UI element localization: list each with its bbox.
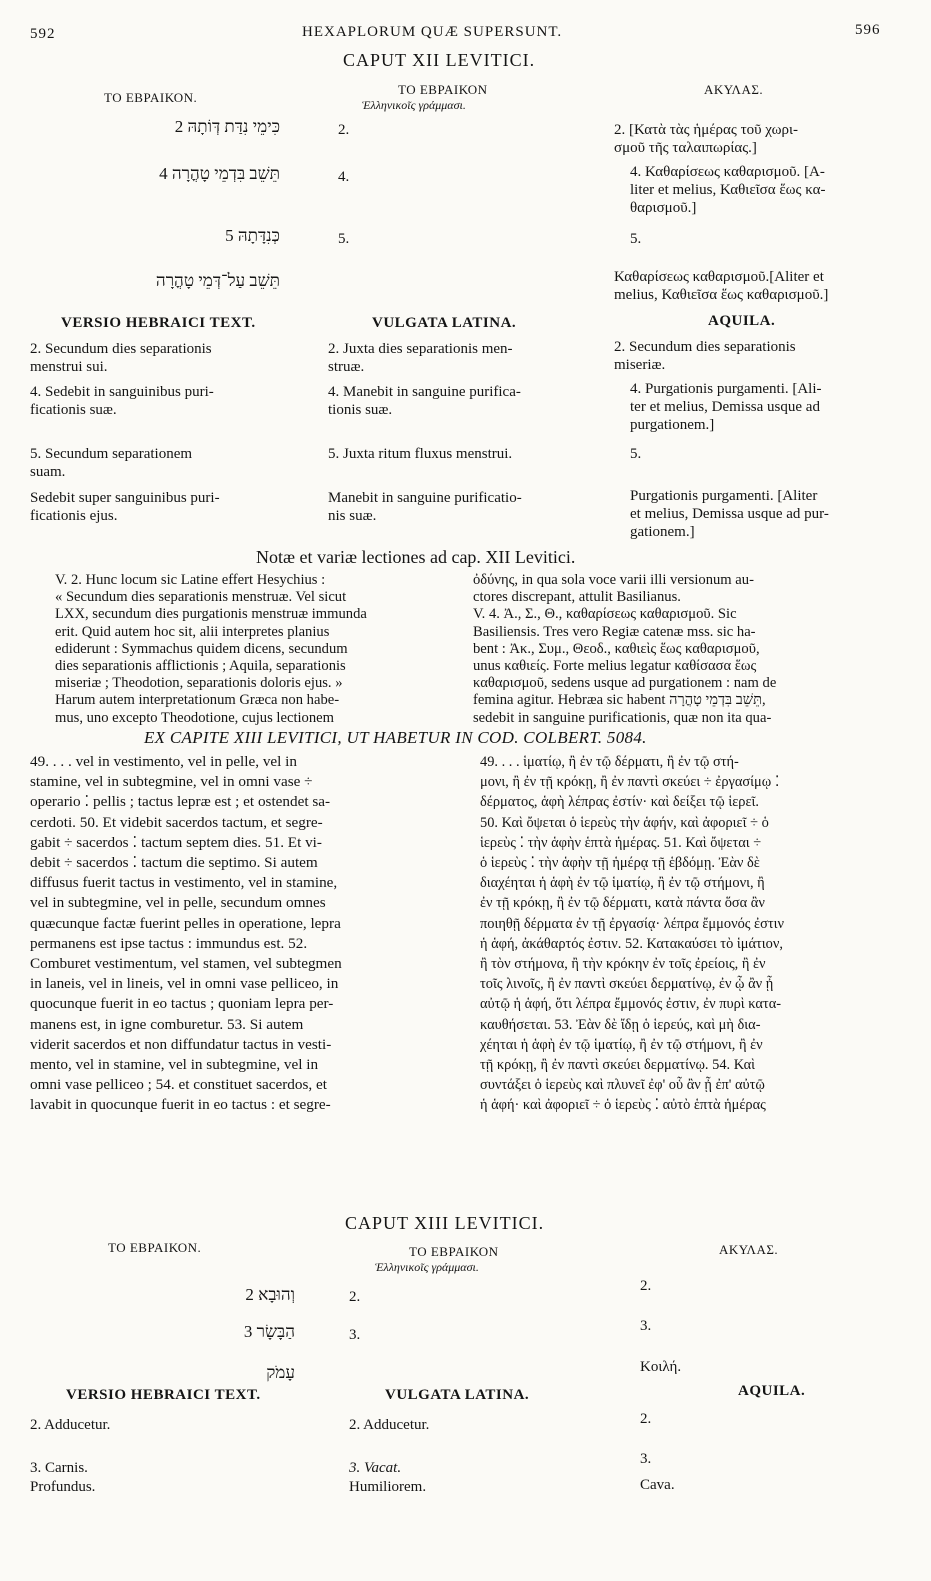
aquila-latin-row: 2.	[640, 1411, 652, 1427]
hebrew-row: כִּימֵי נִדַּת דְּוֹתָהּ 2	[174, 117, 280, 136]
vulgata-heading: VULGATA LATINA.	[385, 1387, 530, 1403]
aquila-greek-row: Καθαρίσεως καθαρισμοῦ.[Aliter et melius, Καθιεῖσα ἕως καθαρισμοῦ.]	[614, 269, 829, 303]
vulgata-row: 5. Juxta ritum fluxus menstrui.	[328, 446, 513, 462]
excerpt-greek-column: 49. . . . ἱματίῳ, ἢ ἐν τῷ δέρματι, ἢ ἐν τῷ στή- μονι, ἢ ἐν τῇ κρόκῃ, ἢ ἐν παντὶ σκεύει ÷ ἐργασίμῳ ⁚ δέρματος, ἁφὴ λέπρας ἐστίν· καὶ δείξει τῷ ἱερεῖ. 50. Καὶ ὄψεται ὁ ἱερεὺς τὴν ἁφήν, καὶ ἀφοριεῖ ÷ ὁ ἱερεὺς ⁚ τὴν ἁφὴν ἑπτὰ ἡμέρας. 51. Καὶ ὄψεται ÷ ὁ ἱερεὺς ⁚ τὴν ἁφὴν τῇ ἡμέρᾳ τῇ ἑβδόμῃ. Ἐὰν δὲ διαχέηται ἡ ἁφὴ ἐν τῷ ἱματίῳ, ἢ ἐν τῷ στήμονι, ἢ ἐν τῇ κρόκῃ, ἢ ἐν τῷ δέρματι, κατὰ πάντα ὅσα ἂν ποιηθῇ δέρματα ἐν τῇ ἐργασίᾳ· λέπρα ἔμμονός ἐστιν ἡ ἁφή, ἀκάθαρτός ἐστιν. 52. Κατακαύσει τὸ ἱμάτιον, ἢ τὸν στήμονα, ἢ τὴν κρόκην ἐν τοῖς ἐρείοις, ἢ ἐν τοῖς λινοῖς, ἢ ἐν παντὶ σκεύει δερματίνῳ, ἐν ᾧ ἂν ᾖ αὐτῷ ἡ ἁφή, ὅτι λέπρα ἔμμονός ἐστιν, ἐν πυρὶ κατα- καυθήσεται. 53. Ἐὰν δὲ ἴδῃ ὁ ἱερεύς, καὶ μὴ δια- χέηται ἡ ἁφὴ ἐν τῷ ἱματίῳ, ἢ ἐν τῷ στήμονι, ἢ ἐν τῇ κρόκῃ, ἢ ἐν παντὶ σκεύει δερματίνῳ. 54. Καὶ συντάξει ὁ ἱερεὺς καὶ πλυνεῖ ἐφ' οὗ ἂν ᾖ ἐπ' αὐτῷ ἡ ἁφή· καὶ ἀφοριεῖ ÷ ὁ ἱερεὺς ⁚ αὐτὸ ἑπτὰ ἡμέρας	[480, 754, 785, 1114]
versio-heading: VERSIO HEBRAICI TEXT.	[66, 1387, 261, 1403]
caput-12-col-aquila-heading: ΑΚΥΛΑΣ.	[704, 82, 764, 97]
aquila-greek-row: 2.	[640, 1278, 652, 1294]
page-number-right: 596	[855, 22, 881, 38]
hebrew-row: כְּנִדָּתָהּ 5	[225, 226, 280, 245]
versio-row: Profundus.	[30, 1479, 96, 1495]
caput-12-col-greek-letters-heading: ΤΟ ΕΒΡΑΙΚΟΝ	[398, 82, 488, 97]
aquila-greek-row: 2. [Κατὰ τὰς ἡμέρας τοῦ χωρι- σμοῦ τῆς ταλαιπωρίας.]	[614, 122, 798, 156]
aquila-latin-row: Cava.	[640, 1477, 675, 1493]
excerpt-latin-column: 49. . . . vel in vestimento, vel in pelle, vel in stamine, vel in subtegmine, vel in omni vase ÷ operario ⁚ pellis ; tactus lepræ est ; et ostendet sa- cerdoti. 50. Et videbit sacerdos tactum, et segre- gabit ÷ sacerdos ⁚ tactum septem dies. 51. Et vi- debit ÷ sacerdos ⁚ tactum die septimo. Si autem diffusus fuerit tactus in vestimento, vel in stamine, vel in subtegmine, vel in pelle, secundum omnes quæcunque factæ fuerint pelles in operatione, lepra permanens est ipse tactus : immundus est. 52. Comburet vestimentum, vel stamen, vel subtegmen in laneis, vel in lineis, vel in omni vase pelliceo, in quocunque fuerit in eo tactus ; quoniam lepra per- manens est, in igne comburetur. 53. Si autem viderit sacerdos et non diffundatur tactus in vesti- mento, vel in stamine, vel in subtegmine, vel in omni vase pelliceo ; 54. et constituet sacerdos, et lavabit in quocunque fuerit in eo tactus : et segre-	[30, 753, 342, 1114]
hebrew-row: תֵּשֵׁב עַל־דְּמֵי טָהֳרָה	[155, 271, 280, 290]
caput-12-col-greek-letters-subheading: Ἑλληνικοῖς γράμμασι.	[362, 98, 466, 112]
notes-title: Notæ et variæ lectiones ad cap. XII Levitici.	[256, 547, 576, 567]
vulgata-row: Humiliorem.	[349, 1479, 427, 1495]
caput-12-title: CAPUT XII LEVITICI.	[343, 50, 536, 70]
versio-row: 2. Secundum dies separationis menstrui sui.	[30, 341, 212, 375]
greek-letters-row: 5.	[338, 231, 350, 247]
aquila-latin-row: 4. Purgationis purgamenti. [Ali- ter et melius, Demissa usque ad purgationem.]	[630, 381, 822, 433]
aquila-greek-row: Κοιλή.	[640, 1359, 682, 1375]
vulgata-row: 3. Vacat.	[349, 1460, 402, 1476]
aquila-greek-row: 4. Καθαρίσεως καθαρισμοῦ. [A- liter et melius, Καθιεῖσα ἕως κα- θαρισμοῦ.]	[630, 164, 826, 216]
versio-row: Sedebit super sanguinibus puri- ficationis ejus.	[30, 490, 220, 524]
caput-13-col-aquila-heading: ΑΚΥΛΑΣ.	[719, 1242, 779, 1257]
versio-heading: VERSIO HEBRAICI TEXT.	[61, 315, 256, 331]
aquila-latin-row: 3.	[640, 1451, 652, 1467]
aquila-latin-heading: AQUILA.	[708, 313, 776, 329]
versio-row: 2. Adducetur.	[30, 1417, 111, 1433]
versio-row: 3. Carnis.	[30, 1460, 88, 1476]
versio-row: 4. Sedebit in sanguinibus puri- ficationis suæ.	[30, 384, 214, 418]
page-number-left: 592	[30, 26, 56, 42]
aquila-latin-row: Purgationis purgamenti. [Aliter et melius, Demissa usque ad pur- gationem.]	[630, 488, 829, 540]
aquila-greek-row: 5.	[630, 231, 642, 247]
hebrew-row: עָמֹק	[266, 1363, 295, 1382]
aquila-greek-row: 3.	[640, 1318, 652, 1334]
notes-right-column: ὀδύνης, in qua sola voce varii illi versionum au- ctores discrepant, attulit Basilianus. V. 4. Ἀ., Σ., Θ., καθαρίσεως καθαρισμοῦ. Sic Basiliensis. Tres vero Regiæ catenæ mss. sic ha- bent : Ἀκ., Συμ., Θεοδ., καθιεὶς ἕως καθαρισμοῦ, unus καθιείς. Forte melius legatur καθίσασα ἕως καθαρισμοῦ, sedens usque ad purgationem : nam de femina agitur. Hebræa sic habent תֵּשֵׁב בִּדְמֵי טָהֳרָה, sedebit in sanguine purificationis, quæ non ita qua-	[473, 572, 777, 726]
vulgata-heading: VULGATA LATINA.	[372, 315, 517, 331]
aquila-latin-row: 2. Secundum dies separationis miseriæ.	[614, 339, 796, 373]
greek-letters-row: 2.	[338, 122, 350, 138]
hebrew-row: הַבָּשָׂר 3	[243, 1322, 295, 1341]
caput-12-col-hebrew-heading: ΤΟ ΕΒΡΑΙΚΟΝ.	[104, 90, 198, 105]
greek-letters-row: 4.	[338, 169, 350, 185]
caput-13-title: CAPUT XIII LEVITICI.	[345, 1213, 545, 1233]
caput-13-col-greek-letters-subheading: Ἑλληνικοῖς γράμμασι.	[375, 1260, 479, 1274]
excerpt-title: EX CAPITE XIII LEVITICI, UT HABETUR IN COD. COLBERT. 5084.	[144, 728, 647, 747]
aquila-latin-heading: AQUILA.	[738, 1383, 806, 1399]
notes-left-column: V. 2. Hunc locum sic Latine effert Hesychius : « Secundum dies separationis menstruæ. Vel sicut LXX, secundum dies purgationis menstruæ immunda erit. Quid autem hoc sit, alii interpretes planius ediderunt : Symmachus quidem dicens, secundum dies separationis afflictionis ; Aquila, separationis miseriæ ; Theodotion, separationis doloris ejus. » Harum autem interpretationum Græca non habe- mus, uno excepto Theodotione, cujus lectionem	[55, 572, 367, 726]
running-title: HEXAPLORUM QUÆ SUPERSUNT.	[302, 24, 563, 40]
vulgata-row: 2. Adducetur.	[349, 1417, 430, 1433]
greek-letters-row: 2.	[349, 1289, 361, 1305]
hebrew-row: וְהוּבָא 2	[245, 1285, 295, 1304]
vulgata-row: 2. Juxta dies separationis men- struæ.	[328, 341, 513, 375]
greek-letters-row: 3.	[349, 1327, 361, 1343]
aquila-latin-row: 5.	[630, 446, 642, 462]
vulgata-row: Manebit in sanguine purificatio- nis suæ.	[328, 490, 522, 524]
vulgata-row: 4. Manebit in sanguine purifica- tionis suæ.	[328, 384, 521, 418]
caput-13-col-greek-letters-heading: ΤΟ ΕΒΡΑΙΚΟΝ	[409, 1244, 499, 1259]
hebrew-row: תֵּשֵׁב בִּדְמֵי טָהֳרָה 4	[159, 164, 280, 183]
caput-13-col-hebrew-heading: ΤΟ ΕΒΡΑΙΚΟΝ.	[108, 1240, 202, 1255]
versio-row: 5. Secundum separationem suam.	[30, 446, 193, 480]
